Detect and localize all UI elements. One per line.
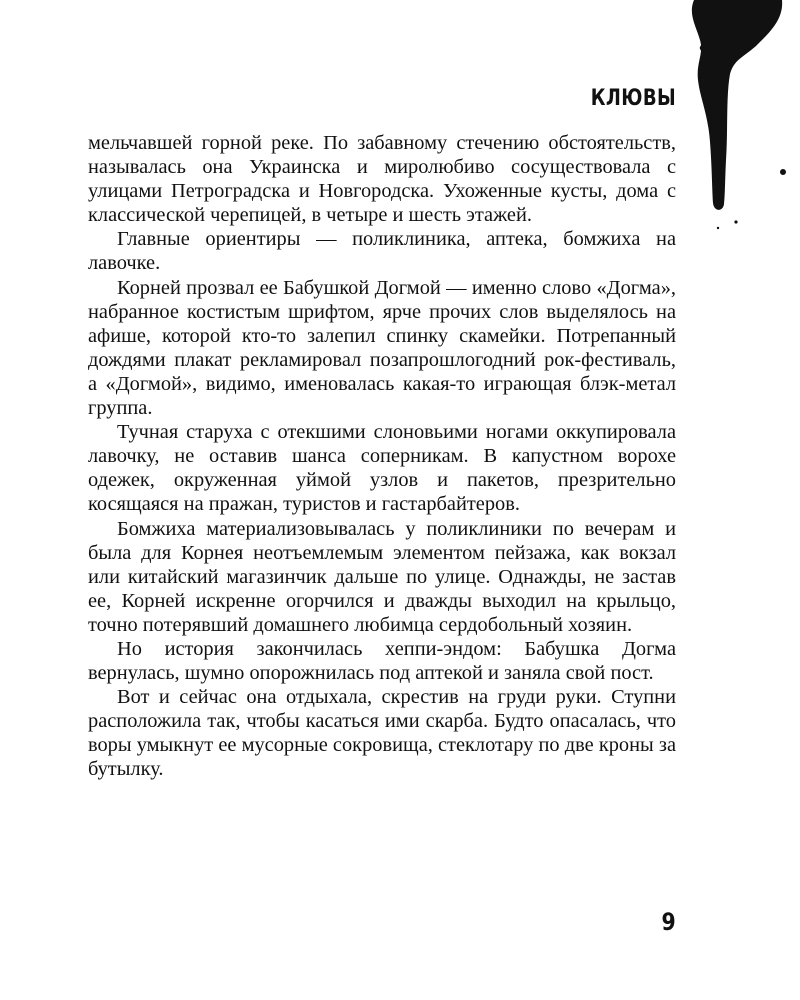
paragraph-5: Бомжиха материализовывалась у поликлиники по вечерам и была для Корнея неотъемлемым элементом пейзажа, как вокзал или китайский магазинчик дальше по улице. Однажды, не застав ее, Корней искренне огорчился и дважды выходил на крыльцо, точно потерявший домашнего любимца сердобольный хозяин. — [88, 517, 676, 636]
running-head-title: КЛЮВЫ — [590, 86, 676, 111]
paragraph-7: Вот и сейчас она отдыхала, скрестив на груди руки. Ступни расположила так, чтобы касаться ими скарба. Будто опасалась, что воры умыкнут ее мусорные сокровища, стеклотару по две кроны за бутылку. — [88, 686, 676, 781]
ink-splatter-icon — [690, 0, 800, 240]
paragraph-6: Но история закончилась хеппи-эндом: Бабушка Догма вернулась, шумно опорожнилась под аптекой и заняла свой пост. — [88, 637, 676, 685]
paragraph-1: мельчавшей горной реке. По забавному стечению обстоятельств, называлась она Украинска и миролюбиво сосуществовала с улицами Петроградска и Новгородска. Ухоженные кусты, дома с классической черепицей, в четыре и шесть этажей. — [88, 132, 676, 227]
paragraph-2: Главные ориентиры — поликлиника, аптека, бомжиха на лавочке. — [88, 228, 676, 275]
paragraph-3: Корней прозвал ее Бабушкой Догмой — именно слово «Догма», набранное костистым шрифтом, ярче прочих слов выделялось на афише, которой кто-то залепил спинку скамейки. Потрепанный дождями плакат рекламировал позапрошлогодний рок-фестиваль, а «Догмой», видимо, именовалась какая-то играющая блэк-метал группа. — [88, 276, 676, 420]
paragraph-4: Тучная старуха с отекшими слоновьими ногами оккупировала лавочку, не оставив шанса соперникам. В капустном ворохе одежек, окруженная уймой узлов и пакетов, презрительно косящаяся на пражан, туристов и гастарбайтеров. — [88, 421, 676, 516]
page-body-text — [88, 131, 676, 782]
page-number: 9 — [661, 908, 676, 936]
